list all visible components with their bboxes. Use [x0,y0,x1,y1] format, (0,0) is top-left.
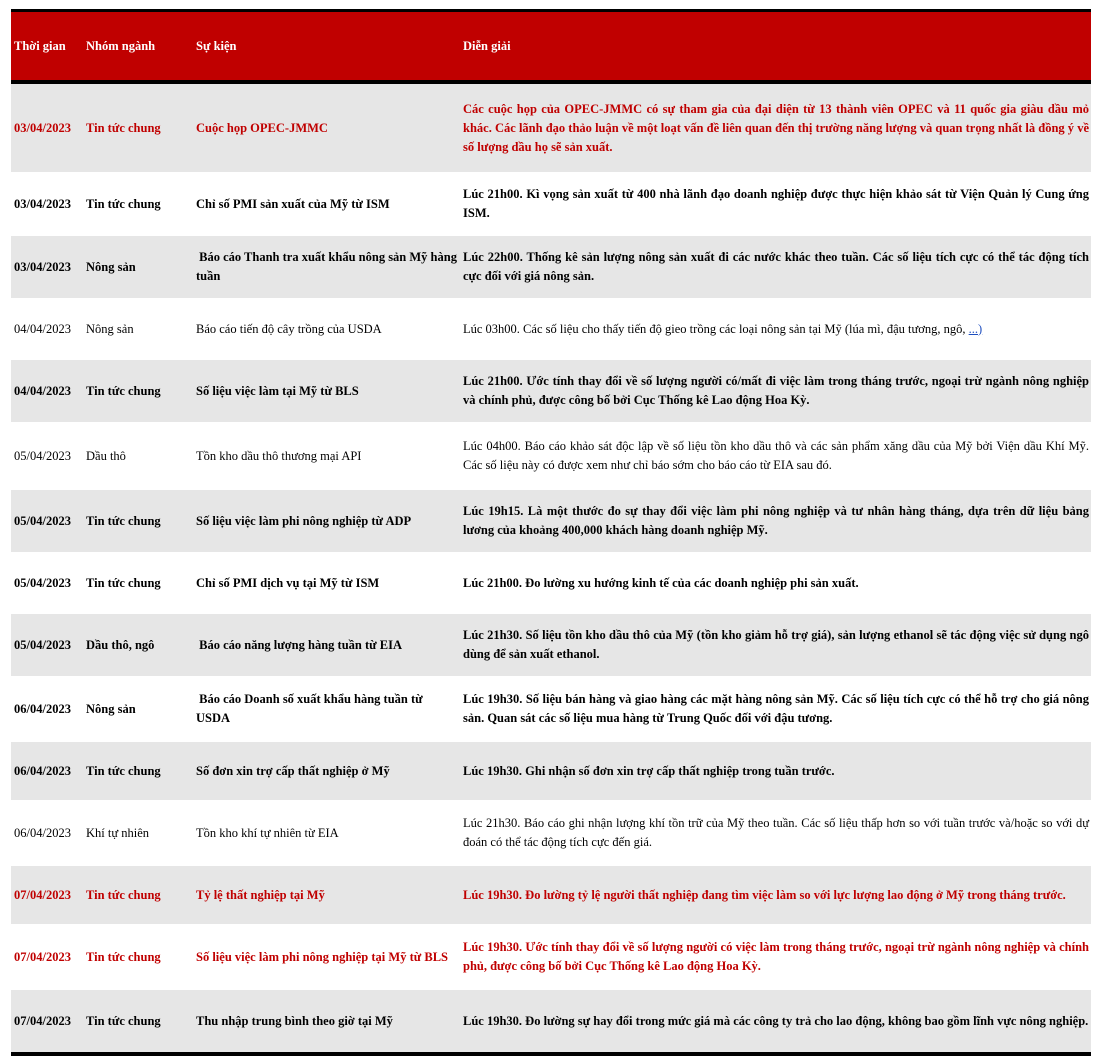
event-cell [193,614,460,676]
group-cell [83,866,193,924]
event-cell-text: Báo cáo năng lượng hàng tuần từ EIA [196,637,402,652]
description-cell-text: Lúc 21h30. Số liệu tồn kho dầu thô của Mỹ (tồn kho giảm hỗ trợ giá), sản lượng ethanol sẽ tác động việc sử dụng ngô dùng để sản xuất ethanol. [463,628,1093,661]
date-cell-text: 03/04/2023 [14,259,71,274]
description-cell [460,236,1091,298]
description-cell [460,490,1091,552]
group-cell [83,926,193,988]
group-cell [83,614,193,676]
event-cell-text: Chỉ số PMI dịch vụ tại Mỹ từ ISM [196,575,380,590]
description-cell [460,802,1091,864]
date-cell-text: 07/04/2023 [14,887,71,902]
table-row [11,360,1091,422]
date-cell [11,236,83,298]
header-time: Thời gian [14,38,66,53]
table-row [11,678,1091,740]
description-cell-text: Lúc 19h30. Ước tính thay đổi về số lượng người có việc làm trong tháng trước, ngoại trừ ngành nông nghiệp và chính phủ, được công bố bởi Cục Thống kê Lao động Hoa Kỳ. [463,940,1093,973]
event-cell-text: Tỷ lệ thất nghiệp tại Mỹ [196,887,325,902]
group-cell-text: Tin tức chung [86,1013,161,1028]
description-cell-text: Lúc 04h00. Báo cáo khảo sát độc lập về số liệu tồn kho dầu thô và các sản phẩm xăng dầu của Mỹ bởi Viện dầu Khí Mỹ. Các số liệu này có được xem như chỉ báo sớm cho báo cáo từ EIA sau đó. [463,439,1093,472]
event-cell-text: Số đơn xin trợ cấp thất nghiệp ở Mỹ [196,763,390,778]
group-cell [83,300,193,358]
event-cell-text: Báo cáo tiến độ cây trồng của USDA [196,321,382,336]
table-body [11,80,1091,1052]
group-cell-text: Nông sản [86,701,136,716]
group-cell [83,174,193,234]
date-cell [11,174,83,234]
event-cell [193,360,460,422]
event-cell [193,490,460,552]
description-cell [460,678,1091,740]
date-cell-text: 03/04/2023 [14,120,71,135]
description-cell [460,554,1091,612]
table-row [11,742,1091,800]
table-row [11,174,1091,234]
event-cell [193,84,460,172]
event-cell-text: Số liệu việc làm tại Mỹ từ BLS [196,383,359,398]
event-cell [193,678,460,740]
description-cell-text: Lúc 19h30. Đo lường sự hay đổi trong mức giá mà các công ty trả cho lao động, không bao gồm lĩnh vực nông nghiệp. [463,1013,1089,1028]
event-cell-text: Số liệu việc làm phi nông nghiệp từ ADP [196,513,412,528]
description-cell-text: Lúc 03h00. Các số liệu cho thấy tiến độ gieo trồng các loại nông sản tại Mỹ (lúa mì, đậu tương, ngô, [463,321,969,336]
event-cell [193,424,460,488]
description-cell-text: Lúc 19h30. Số liệu bán hàng và giao hàng các mặt hàng nông sản Mỹ. Các số liệu tích cực có thể hỗ trợ cho giá nông sản. Quan sát các số liệu mua hàng từ Trung Quốc đối với đậu tương. [463,692,1093,725]
table-row [11,84,1091,172]
date-cell-text: 04/04/2023 [14,321,71,336]
event-cell [193,926,460,988]
date-cell [11,424,83,488]
date-cell [11,678,83,740]
group-cell-text: Tin tức chung [86,887,161,902]
table-row [11,490,1091,552]
table-row [11,424,1091,488]
description-cell [460,84,1091,172]
table-row [11,236,1091,298]
date-cell-text: 06/04/2023 [14,763,71,778]
group-cell-text: Tin tức chung [86,120,161,135]
event-cell [193,990,460,1052]
group-cell-text: Tin tức chung [86,513,161,528]
date-cell [11,990,83,1052]
group-cell-text: Dầu thô [86,448,126,463]
date-cell-text: 03/04/2023 [14,196,71,211]
date-cell [11,490,83,552]
date-cell-text: 05/04/2023 [14,575,71,590]
event-cell-text: Số liệu việc làm phi nông nghiệp tại Mỹ từ BLS [196,949,448,964]
description-cell [460,990,1091,1052]
table-row [11,926,1091,988]
event-cell-text: Báo cáo Thanh tra xuất khẩu nông sản Mỹ hàng tuần [196,250,461,283]
event-cell [193,174,460,234]
table-row [11,866,1091,924]
description-cell-text: Lúc 19h15. Là một thước đo sự thay đổi việc làm phi nông nghiệp và tư nhân hàng tháng, dựa trên dữ liệu bảng lương của khoảng 400,000 khách hàng doanh nghiệp Mỹ. [463,504,1093,537]
group-cell [83,990,193,1052]
description-cell-text: Lúc 21h00. Đo lường xu hướng kinh tế của các doanh nghiệp phi sản xuất. [463,575,859,590]
event-cell-text: Chỉ số PMI sản xuất của Mỹ từ ISM [196,196,390,211]
economic-calendar-table-wrapper [11,9,1091,1056]
date-cell-text: 04/04/2023 [14,383,71,398]
table-row [11,300,1091,358]
economic-calendar-table [11,12,1091,1052]
group-cell [83,678,193,740]
group-cell-text: Khí tự nhiên [86,825,150,840]
date-cell [11,802,83,864]
date-cell-text: 07/04/2023 [14,1013,71,1028]
event-cell [193,866,460,924]
date-cell-text: 06/04/2023 [14,701,71,716]
group-cell-text: Tin tức chung [86,575,161,590]
group-cell-text: Dầu thô, ngô [86,637,155,652]
date-cell [11,554,83,612]
group-cell-text: Tin tức chung [86,949,161,964]
event-cell [193,300,460,358]
header-group: Nhóm ngành [86,38,156,53]
event-cell-text: Báo cáo Doanh số xuất khẩu hàng tuần từ USDA [196,692,426,725]
date-cell [11,300,83,358]
group-cell [83,742,193,800]
event-cell [193,802,460,864]
description-cell [460,174,1091,234]
group-cell-text: Tin tức chung [86,383,161,398]
description-cell [460,926,1091,988]
group-cell [83,554,193,612]
group-cell-text: Nông sản [86,259,136,274]
date-cell [11,926,83,988]
description-cell [460,424,1091,488]
description-cell-text: Lúc 22h00. Thống kê sản lượng nông sản xuất đi các nước khác theo tuần. Các số liệu tích cực có thể tác động tích cực đối với giá nông sản. [463,250,1093,283]
event-cell-text: Thu nhập trung bình theo giờ tại Mỹ [196,1013,393,1028]
table-header-row [11,12,1091,80]
group-cell [83,802,193,864]
group-cell-text: Tin tức chung [86,196,161,211]
description-cell-text: Các cuộc họp của OPEC-JMMC có sự tham gia của đại diện từ 13 thành viên OPEC và 11 quốc gia giàu dầu mỏ khác. Các lãnh đạo thảo luận về một loạt vấn đề liên quan đến thị trường năng lượng và quan trọng nhất là đồng ý về số lượng dầu họ sẽ sản xuất. [463,101,1093,154]
group-cell-text: Tin tức chung [86,763,161,778]
date-cell-text: 07/04/2023 [14,949,71,964]
bottom-rule [11,1052,1091,1056]
date-cell [11,866,83,924]
group-cell [83,360,193,422]
description-cell-text: Lúc 21h00. Ước tính thay đổi về số lượng người có/mất đi việc làm trong tháng trước, ngoại trừ ngành nông nghiệp và chính phủ, được công bố bởi Cục Thống kê Lao động Hoa Kỳ. [463,374,1093,407]
description-cell [460,360,1091,422]
table-row [11,802,1091,864]
date-cell [11,84,83,172]
date-cell [11,614,83,676]
header-event: Sự kiện [196,38,237,53]
date-cell-text: 05/04/2023 [14,448,71,463]
date-cell [11,742,83,800]
event-cell [193,742,460,800]
group-cell [83,84,193,172]
date-cell [11,360,83,422]
group-cell-text: Nông sản [86,321,134,336]
event-cell-text: Cuộc họp OPEC-JMMC [196,120,328,135]
table-row [11,990,1091,1052]
description-cell-text: Lúc 21h00. Kì vọng sản xuất từ 400 nhà lãnh đạo doanh nghiệp được thực hiện khảo sát từ Viện Quản lý Cung ứng ISM. [463,187,1093,220]
description-cell-text: Lúc 21h30. Báo cáo ghi nhận lượng khí tồn trữ của Mỹ theo tuần. Các số liệu thấp hơn so với tuần trước và/hoặc so với dự đoán có thể tác động tích cực đến giá. [463,816,1093,849]
description-cell [460,614,1091,676]
group-cell [83,236,193,298]
date-cell-text: 06/04/2023 [14,825,71,840]
description-cell [460,300,1091,358]
description-cell-text: Lúc 19h30. Đo lường tỷ lệ người thất nghiệp đang tìm việc làm so với lực lượng lao động ở Mỹ trong tháng trước. [463,887,1066,902]
event-cell [193,236,460,298]
date-cell-text: 05/04/2023 [14,513,71,528]
table-row [11,554,1091,612]
description-cell-text: Lúc 19h30. Ghi nhận số đơn xin trợ cấp thất nghiệp trong tuần trước. [463,763,835,778]
read-more-link[interactable]: ...) [968,321,983,336]
header-description: Diễn giải [463,38,511,53]
event-cell-text: Tồn kho khí tự nhiên từ EIA [196,825,339,840]
group-cell [83,490,193,552]
date-cell-text: 05/04/2023 [14,637,71,652]
table-row [11,614,1091,676]
description-cell [460,742,1091,800]
event-cell [193,554,460,612]
event-cell-text: Tồn kho dầu thô thương mại API [196,448,362,463]
description-cell [460,866,1091,924]
group-cell [83,424,193,488]
